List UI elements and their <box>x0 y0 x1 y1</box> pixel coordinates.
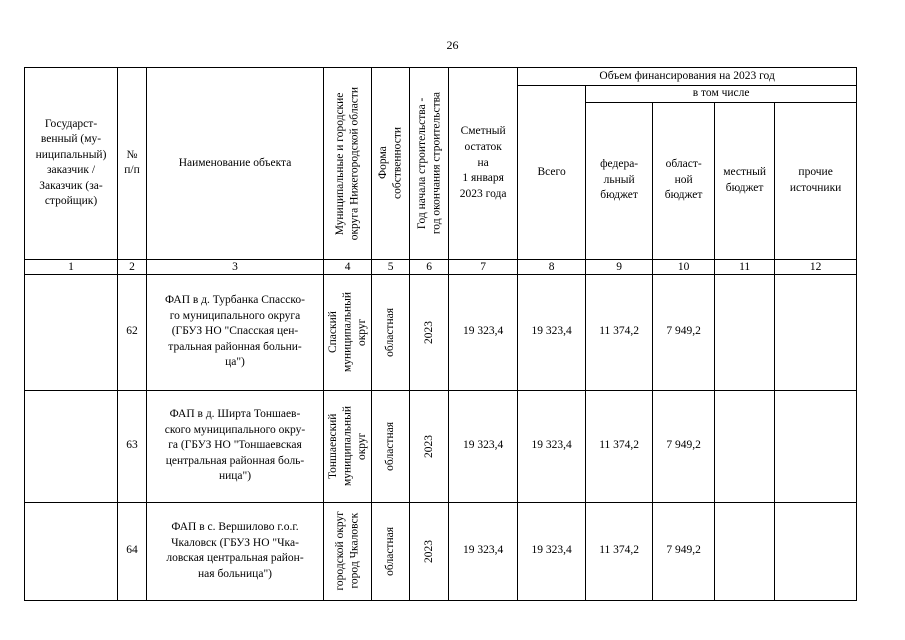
text-line: Год начала строительства - <box>415 97 428 230</box>
federal-budget: 11 374,2 <box>586 274 653 390</box>
text-line: льный <box>603 173 635 186</box>
ownership-form: областная <box>372 502 410 600</box>
text-line: Тоншаевский <box>327 413 339 479</box>
text-line: Чкаловск (ГБУЗ НО "Чка- <box>171 536 299 549</box>
text-line: бюджет <box>725 181 764 194</box>
regional-budget: 7 949,2 <box>653 390 715 502</box>
text-line: собственности <box>391 127 404 200</box>
text-line: местный <box>723 166 767 178</box>
row-number: 64 <box>118 502 147 600</box>
text-line: округ <box>355 318 368 346</box>
text-line: ница") <box>218 470 252 483</box>
text-line: (ГБУЗ НО "Спасская цен- <box>171 325 299 338</box>
municipality <box>324 390 372 502</box>
text-line: источники <box>789 181 842 194</box>
customer-cell <box>25 390 118 502</box>
text-line: ца") <box>225 356 245 369</box>
text-line: прочие <box>798 166 833 178</box>
row-number: 63 <box>118 390 147 502</box>
header-regional <box>653 102 715 259</box>
column-number: 7 <box>449 259 518 274</box>
text-line: ФАП в д. Ширта Тоншаев- <box>169 408 301 421</box>
other-sources <box>775 502 857 600</box>
estimate-balance: 19 323,4 <box>449 390 518 502</box>
text-line: го муниципального округа <box>169 309 301 322</box>
regional-budget: 7 949,2 <box>653 502 715 600</box>
page-number: 26 <box>446 38 459 52</box>
financing-table <box>24 67 857 601</box>
column-number: 1 <box>25 259 118 274</box>
financing-total: 19 323,4 <box>518 502 586 600</box>
local-budget <box>715 274 775 390</box>
table-row <box>25 502 857 600</box>
text-line: муниципальный <box>341 292 354 373</box>
header-object-name: Наименование объекта <box>147 68 324 260</box>
ownership-form: областная <box>372 390 410 502</box>
text-line: 2023 года <box>459 187 507 200</box>
text-line: Заказчик (за- <box>39 179 103 192</box>
text-line: Сметный <box>460 125 506 138</box>
text-line: округа Нижегородской области <box>348 86 361 240</box>
text-line: округ <box>355 432 368 460</box>
federal-budget: 11 374,2 <box>586 502 653 600</box>
text-line: на <box>477 156 489 169</box>
table-row <box>25 390 857 502</box>
text-line: город Чкаловск <box>348 513 361 589</box>
object-name <box>147 390 324 502</box>
text-line: остаток <box>464 140 502 153</box>
header-num <box>118 68 147 260</box>
text-line: центральная районная боль- <box>165 454 305 467</box>
header-other <box>775 102 857 259</box>
text-line: област- <box>665 158 702 171</box>
other-sources <box>775 274 857 390</box>
text-line: ная больница") <box>198 567 272 580</box>
text-line: год окончания строительства <box>430 92 443 235</box>
federal-budget: 11 374,2 <box>586 390 653 502</box>
financing-total: 19 323,4 <box>518 274 586 390</box>
municipality <box>324 502 372 600</box>
text-line: га (ГБУЗ НО "Тоншаевская <box>168 439 302 452</box>
text-line: ниципальный) <box>35 148 107 161</box>
text-line: п/п <box>124 164 140 177</box>
header-estimate <box>449 68 518 260</box>
text-line: муниципальный <box>341 406 354 487</box>
text-line: ФАП в д. Турбанка Спасско- <box>165 294 305 307</box>
construction-years: 2023 <box>410 390 449 502</box>
text-line: Спаский <box>327 311 339 353</box>
text-line: федера- <box>600 158 639 171</box>
ownership-form: областная <box>372 274 410 390</box>
header-financing: Объем финансирования на 2023 год <box>518 68 857 86</box>
text-line: городской округ <box>334 511 347 591</box>
column-number: 5 <box>372 259 410 274</box>
table-row <box>25 274 857 390</box>
object-name <box>147 502 324 600</box>
column-number: 12 <box>775 259 857 274</box>
column-number: 6 <box>410 259 449 274</box>
header-ownership <box>372 68 410 260</box>
customer-cell <box>25 502 118 600</box>
row-number: 62 <box>118 274 147 390</box>
text-line: ского муниципального окру- <box>164 423 306 436</box>
text-line: бюджет <box>600 189 638 202</box>
local-budget <box>715 502 775 600</box>
header-federal <box>586 102 653 259</box>
text-line: Форма <box>377 146 390 180</box>
column-number: 8 <box>518 259 586 274</box>
header-including: в том числе <box>586 86 857 103</box>
column-number: 4 <box>324 259 372 274</box>
text-line: 1 января <box>462 172 504 185</box>
object-name <box>147 274 324 390</box>
header-customer <box>25 68 118 260</box>
column-number: 3 <box>147 259 324 274</box>
text-line: № <box>126 148 138 161</box>
header-total: Всего <box>518 86 586 260</box>
construction-years: 2023 <box>410 274 449 390</box>
text-line: заказчик / <box>46 164 96 177</box>
financing-total: 19 323,4 <box>518 390 586 502</box>
construction-years: 2023 <box>410 502 449 600</box>
text-line: ловская центральная район- <box>166 552 304 565</box>
other-sources <box>775 390 857 502</box>
text-line: Государст- <box>44 117 98 130</box>
text-line: стройщик) <box>44 195 98 208</box>
text-line: Муниципальные и городские <box>334 91 347 235</box>
column-number: 9 <box>586 259 653 274</box>
text-line: бюджет <box>664 189 703 202</box>
text-line: ФАП в с. Вершилово г.о.г. <box>171 520 299 533</box>
header-municipal <box>324 68 372 260</box>
column-numbers-row <box>25 259 857 274</box>
customer-cell <box>25 274 118 390</box>
text-line: тральная районная больни- <box>168 340 302 353</box>
municipality <box>324 274 372 390</box>
local-budget <box>715 390 775 502</box>
column-number: 10 <box>653 259 715 274</box>
text-line: венный (му- <box>40 133 102 146</box>
column-number: 2 <box>118 259 147 274</box>
text-line: ной <box>674 173 693 186</box>
header-local <box>715 102 775 259</box>
regional-budget: 7 949,2 <box>653 274 715 390</box>
header-years <box>410 68 449 260</box>
estimate-balance: 19 323,4 <box>449 274 518 390</box>
estimate-balance: 19 323,4 <box>449 502 518 600</box>
column-number: 11 <box>715 259 775 274</box>
